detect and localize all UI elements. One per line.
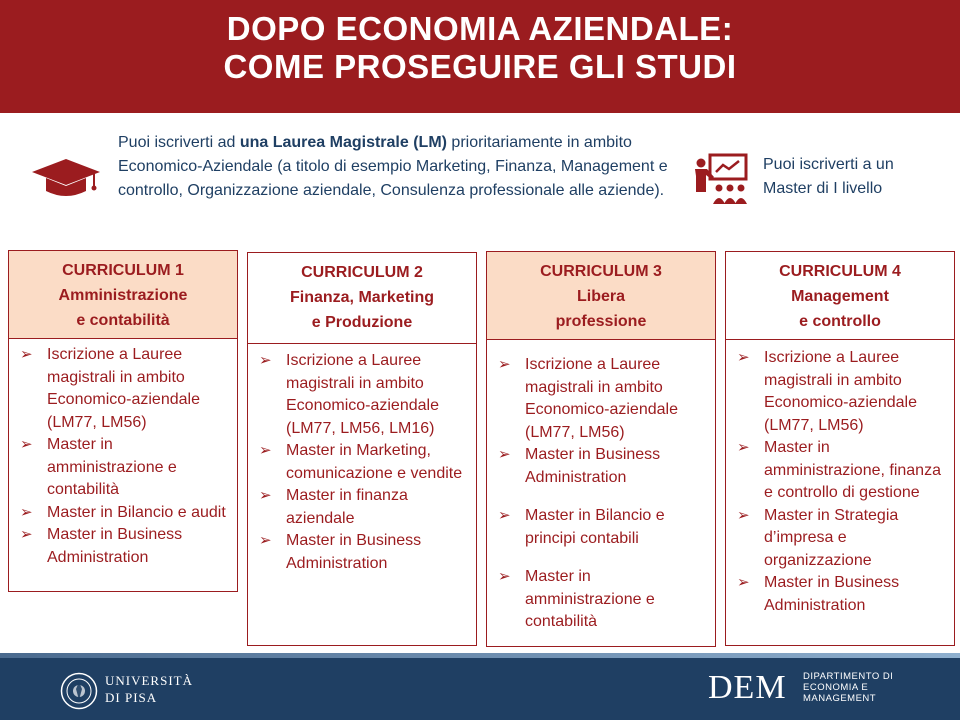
list-item [726,437,954,505]
dem-line2: ECONOMIA E [803,682,869,693]
curriculum-title: CURRICULUM 4 [779,263,901,280]
curriculum-subtitle-line: Management [791,288,889,305]
arrow-bullet-icon: ➢ [737,506,750,524]
university-seal-icon [60,672,98,710]
intro-rest: prioritariamente in ambito Economico-Aziendale (a titolo di esempio Marketing, Finanza, Management e controllo, Organizzazione aziendale, Consulenza professionale alle aziende). [118,134,668,199]
curriculum-title: CURRICULUM 3 [540,263,662,280]
curriculum-title: CURRICULUM 1 [62,262,184,279]
list-item-text: Iscrizione a Lauree magistrali in ambito Economico-aziendale (LM77, LM56) [764,349,917,434]
list-item [248,485,476,530]
arrow-bullet-icon: ➢ [259,532,272,549]
list-item-text: Master in Business Administration [764,574,900,614]
list-item-text: Master in Business Administration [47,526,183,566]
dem-line3: MANAGEMENT [803,693,877,704]
graduation-cap-icon [30,155,102,199]
dem-logo: DEM [708,669,787,706]
list-item [726,572,954,617]
curriculum-subtitle-line: Libera [576,288,625,305]
list-item [9,524,237,569]
arrow-bullet-icon: ➢ [20,346,33,363]
master-note: Puoi iscriverti a un Master di I livello [763,156,894,197]
title-banner [0,0,960,113]
teacher-presentation-icon [692,152,750,207]
list-item-text: Master in amministrazione e contabilità [525,568,655,630]
dem-line1: DIPARTIMENTO DI [803,671,894,682]
footer-stripe [0,653,960,658]
curriculum-subtitle-line: e controllo [799,313,881,330]
arrow-bullet-icon: ➢ [20,526,33,543]
curriculum-header [487,252,715,340]
list-item-text: Master in amministrazione e contabilità [47,436,177,498]
arrow-bullet-icon: ➢ [259,487,272,504]
curriculum-header [248,253,476,344]
list-item [726,347,954,437]
list-item [9,434,237,502]
curriculum-card-1 [8,250,238,592]
curriculum-title: CURRICULUM 2 [301,264,423,281]
arrow-bullet-icon: ➢ [259,352,272,369]
list-item [248,350,476,440]
curriculum-subtitle-line: Amministrazione [58,287,188,304]
curriculum-subtitle-line: professione [555,313,647,330]
curriculum-card-3 [486,251,716,647]
list-item [487,354,715,444]
curriculum-list [9,339,237,569]
list-item [487,566,715,634]
curriculum-subtitle-line: e Produzione [311,314,413,331]
arrow-bullet-icon: ➢ [498,568,511,585]
list-item [248,440,476,485]
list-item [9,502,237,525]
intro-paragraph [118,131,678,203]
arrow-bullet-icon: ➢ [20,503,33,521]
intro-highlight: una Laurea Magistrale (LM) [239,134,447,151]
university-name [105,672,193,706]
dem-department-name [803,671,893,704]
curriculum-card-2 [247,252,477,646]
arrow-bullet-icon: ➢ [737,574,750,591]
list-item-text: Iscrizione a Lauree magistrali in ambito Economico-aziendale (LM77, LM56, LM16) [286,352,439,437]
list-item-text: Master in amministrazione, finanza e controllo di gestione [764,439,941,501]
list-item-text: Master in Strategia d’impresa e organizzazione [764,506,899,569]
arrow-bullet-icon: ➢ [498,507,511,524]
curriculum-subtitle-line: e contabilità [76,312,170,329]
curriculum-header [726,252,954,340]
list-item-text: Master in Business Administration [286,532,422,572]
list-item [487,505,715,550]
list-item-text: Master in Marketing, comunicazione e vendite [286,442,463,482]
page-title-line2: COME PROSEGUIRE GLI STUDI [223,48,737,85]
list-item [9,344,237,434]
list-item [487,444,715,489]
intro-prefix: Puoi iscriverti ad [118,134,240,151]
list-item-text: Master in Business Administration [525,446,661,486]
arrow-bullet-icon: ➢ [737,439,750,456]
arrow-bullet-icon: ➢ [20,436,33,453]
curriculum-list [487,340,715,634]
arrow-bullet-icon: ➢ [737,349,750,366]
list-item [248,530,476,575]
arrow-bullet-icon: ➢ [498,446,511,463]
list-item-text: Master in Bilancio e principi contabili [525,507,665,547]
arrow-bullet-icon: ➢ [498,356,511,373]
curriculum-subtitle-line: Finanza, Marketing [289,289,435,306]
page-title-line1: DOPO ECONOMIA AZIENDALE: [226,10,734,47]
curriculum-list [248,344,476,575]
list-item-text: Master in finanza aziendale [286,487,408,527]
university-line2: DI PISA [105,690,158,705]
list-item-text: Master in Bilancio e audit [47,503,226,521]
list-item [726,505,954,573]
list-item-text: Iscrizione a Lauree magistrali in ambito Economico-aziendale (LM77, LM56) [47,346,200,431]
arrow-bullet-icon: ➢ [259,442,272,459]
curriculum-header [9,251,237,339]
curriculum-card-4 [725,251,955,646]
university-line1: UNIVERSITÀ [105,673,193,688]
list-item-text: Iscrizione a Lauree magistrali in ambito Economico-aziendale (LM77, LM56) [525,356,678,441]
curriculum-list [726,340,954,617]
